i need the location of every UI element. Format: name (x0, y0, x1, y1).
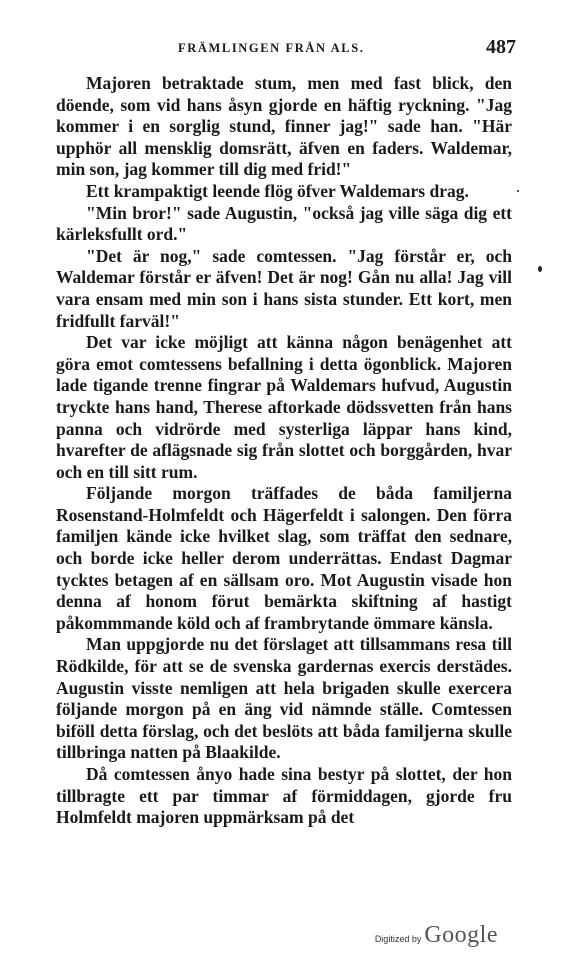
paragraph: Man uppgjorde nu det förslaget att tillsammans resa till Rödkilde, för att se de svenska gardernas exercis derstädes. Augustin visste nemligen att hela brigaden skulle exercera följande morgon på en äng vid nämnde ställe. Comtessen biföll detta förslag, och det beslöts att båda familjerna skulle tillbringa natten på Blaakilde. (56, 634, 512, 763)
paragraph: Då comtessen ånyo hade sina bestyr på slottet, der hon tillbragte ett par timmar af förmiddagen, gjorde fru Holmfeldt majoren uppmärksam på det (56, 764, 512, 828)
digitization-footer (375, 922, 498, 949)
running-head: FRÄMLINGEN FRÅN ALS. (178, 41, 365, 55)
page-header (178, 36, 516, 60)
print-speck (538, 266, 542, 272)
paragraph: "Min bror!" sade Augustin, "också jag ville säga dig ett kärleksfullt ord." (56, 202, 512, 245)
print-speck (517, 190, 519, 192)
paragraph: "Det är nog," sade comtessen. "Jag förstår er, och Waldemar förstår er äfven! Det är nog! Gån nu alla! Jag vill vara ensam med min son i hans sista stunder. Ett kort, men fridfullt farväl!" (56, 245, 512, 331)
paragraph: Följande morgon träffades de båda familjerna Rosenstand-Holmfeldt och Hägerfeldt i salongen. Den förra familjen kände icke hvilket slag, som träffat den sednare, och borde icke heller derom underrättas. Endast Dagmar tycktes betagen af en sällsam oro. Mot Augustin visade hon denna af honom förut bemärkta skiftning af hastigt påkommmande köld och af frambrytande ömmare känsla. (56, 483, 512, 633)
paragraph: Det var icke möjligt att känna någon benägenhet att göra emot comtessens befallning i detta ögonblick. Majoren lade tigande trenne fingrar på Waldemars hufvud, Augustin tryckte hans hand, Therese aftorkade dödssvetten från hans panna och vidrörde med systerliga läppar hans kind, hvarefter de aflägsnade sig från slottet och borggården, hvar och en till sitt rum. (56, 332, 512, 482)
page-number: 487 (486, 36, 516, 58)
google-logo: Google (424, 922, 498, 948)
paragraph: Ett krampaktigt leende flög öfver Waldemars drag. (86, 180, 469, 201)
digitized-by-label: Digitized by (374, 934, 422, 944)
body-text (56, 73, 512, 829)
paragraph: Majoren betraktade stum, men med fast blick, den döende, som vid hans åsyn gjorde en häftig ryckning. "Jag kommer i en sorglig stund, finner jag!" sade han. "Här upphör all mensklig domsrätt, äfven en faders. Waldemar, min son, jag kommer till dig med frid!" (56, 73, 512, 180)
